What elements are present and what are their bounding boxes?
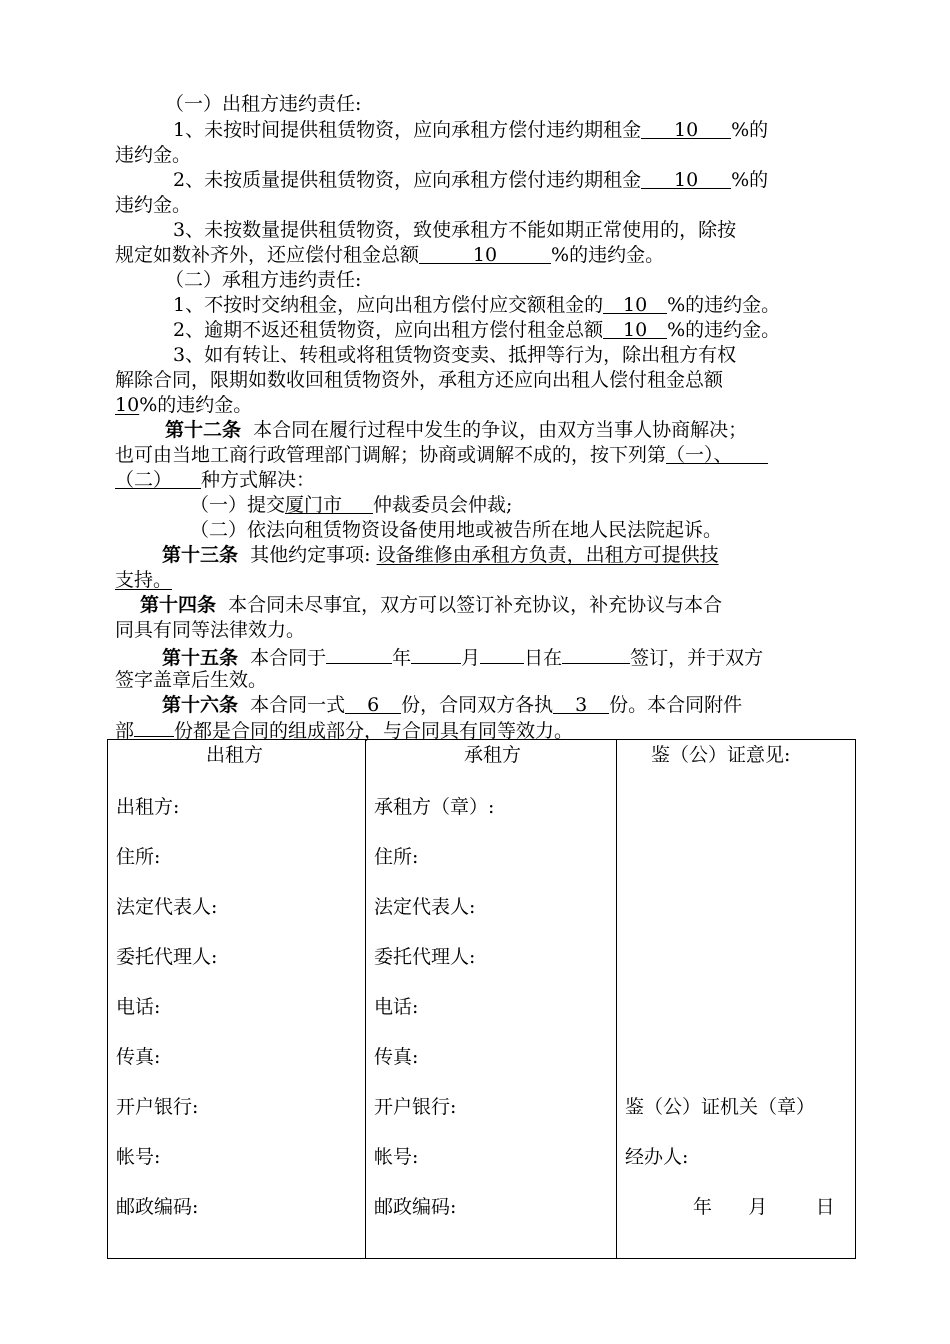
choice-blank: （一）、: [666, 443, 768, 464]
text: %的违约金。: [551, 244, 665, 266]
lessee-field: 传真:: [374, 1046, 419, 1068]
lessor-field: 委托代理人:: [116, 946, 218, 968]
text: 2、未按质量提供租赁物资，应向承租方偿付违约期租金: [173, 169, 642, 191]
place-blank: [562, 643, 630, 664]
text: 1、不按时交纳租金，应向出租方偿付应交额租金的: [173, 294, 604, 316]
lessor-field: 住所:: [116, 846, 161, 868]
article-15: [162, 643, 763, 671]
percent-blank: 10: [641, 118, 731, 139]
article-16: [162, 693, 742, 718]
article-12: [165, 418, 747, 443]
lessor-field: 电话:: [116, 996, 161, 1018]
article-title: 第十四条: [140, 594, 217, 616]
lessee-header: 承租方: [464, 744, 522, 766]
day-label: 日: [815, 1196, 835, 1218]
lessor-field: 传真:: [116, 1046, 161, 1068]
text: 违约金。: [115, 194, 192, 216]
lessor-breach-item-2: [173, 168, 768, 193]
text: 本合同一式: [250, 694, 346, 716]
lessee-breach-item-2: [173, 318, 780, 343]
lessor-breach-item-1: [173, 118, 768, 143]
text: 同具有同等法律效力。: [115, 619, 306, 641]
lessee-field: 法定代表人:: [374, 896, 476, 918]
agreed-matters-cont: 支持。: [115, 569, 173, 591]
lessor-breach-item-3: 3、未按数量提供租赁物资，致使承租方不能如期正常使用的，除按: [173, 219, 737, 241]
lessor-header: 出租方: [206, 744, 264, 766]
text: 日在: [524, 647, 563, 669]
text: 其他约定事项:: [250, 544, 371, 566]
text: 本合同于: [250, 647, 327, 669]
city-blank: 厦门市: [285, 493, 373, 514]
text: 种方式解决：: [201, 469, 316, 491]
text: 仲裁委员会仲裁;: [373, 494, 513, 516]
text: 月: [461, 647, 481, 669]
article-12-option-2: （二）依法向租赁物资设备使用地或被告所在地人民法院起诉。: [190, 519, 723, 541]
article-14: [140, 593, 722, 618]
article-title: 第十二条: [165, 419, 242, 441]
percent-blank: 10: [419, 243, 551, 264]
text: 本合同在履行过程中发生的争议，由双方当事人协商解决；: [253, 419, 748, 441]
lessee-field: 开户银行:: [374, 1096, 457, 1118]
text: 解除合同，限期如数收回租赁物资外，承租方还应向出租人偿付租金总额: [115, 369, 724, 391]
notary-column: [617, 740, 856, 1259]
lessee-field: 电话:: [374, 996, 419, 1018]
text: 份。本合同附件: [609, 694, 743, 716]
signature-table: [107, 739, 856, 1259]
lessor-breach-item-3-cont: [115, 243, 664, 268]
year-blank: [326, 643, 392, 664]
text: %的违约金。: [667, 294, 781, 316]
text: %的: [731, 119, 769, 141]
text: （一）提交: [190, 494, 286, 516]
month-label: 月: [748, 1196, 768, 1218]
article-12-line-2: [115, 443, 768, 468]
text: %的违约金。: [139, 394, 253, 416]
lessee-field: 邮政编码:: [374, 1196, 457, 1218]
lessee-breach-item-3-cont: [115, 393, 252, 418]
text: 签订，并于双方: [630, 647, 764, 669]
notary-seal-label: 鉴（公）证机关（章）: [625, 1096, 816, 1118]
annex-blank: [134, 716, 174, 737]
lessee-field: 住所:: [374, 846, 419, 868]
lessor-field: 出租方:: [116, 796, 180, 818]
percent-blank: 10: [603, 293, 667, 314]
lessor-field: 法定代表人:: [116, 896, 218, 918]
month-blank: [411, 643, 461, 664]
text: 2、逾期不返还租赁物资，应向出租方偿付租金总额: [173, 319, 604, 341]
lessee-column: [366, 740, 617, 1259]
copies-each-blank: 3: [553, 693, 609, 714]
copies-blank: 6: [345, 693, 401, 714]
lessee-breach-title: （二）承租方违约责任:: [165, 269, 362, 291]
text: 份都是合同的组成部分，与合同具有同等效力。: [174, 720, 574, 742]
text: 也可由当地工商行政管理部门调解；协商或调解不成的，按下列第: [115, 444, 667, 466]
article-13: [162, 543, 719, 568]
text: 份，合同双方各执: [401, 694, 554, 716]
lessor-field: 开户银行:: [116, 1096, 199, 1118]
text: 1、未按时间提供租赁物资，应向承租方偿付违约期租金: [173, 119, 642, 141]
day-blank: [480, 643, 524, 664]
text: %的: [731, 169, 769, 191]
article-13-cont: [115, 568, 172, 593]
lessee-field: 承租方（章）:: [374, 796, 495, 818]
lessor-field: 帐号:: [116, 1146, 161, 1168]
notary-header: 鉴（公）证意见:: [651, 744, 791, 766]
lessee-field: 帐号:: [374, 1146, 419, 1168]
lessee-field: 委托代理人:: [374, 946, 476, 968]
lessee-breach-item-1: [173, 293, 780, 318]
agreed-matters: 设备维修由承租方负责，出租方可提供技: [376, 544, 719, 566]
percent-value: 10: [115, 394, 140, 416]
lessee-breach-item-3: 3、如有转让、转租或将租赁物资变卖、抵押等行为，除出租方有权: [173, 344, 737, 366]
article-12-option-1: [190, 493, 512, 518]
article-title: 第十五条: [162, 647, 239, 669]
notary-handler-label: 经办人:: [625, 1146, 689, 1168]
percent-blank: 10: [603, 318, 667, 339]
text: 部: [115, 720, 135, 742]
text: 签字盖章后生效。: [115, 669, 268, 691]
lessor-breach-title: （一）出租方违约责任:: [165, 93, 362, 115]
text: 本合同未尽事宜，双方可以签订补充协议，补充协议与本合: [228, 594, 723, 616]
lessor-column: [108, 740, 366, 1259]
choice-blank: （二）: [115, 468, 201, 489]
article-12-line-3: [115, 468, 315, 493]
article-title: 第十三条: [162, 544, 239, 566]
percent-blank: 10: [641, 168, 731, 189]
lessor-field: 邮政编码:: [116, 1196, 199, 1218]
text: 规定如数补齐外，还应偿付租金总额: [115, 244, 420, 266]
year-label: 年: [693, 1196, 713, 1218]
text: 违约金。: [115, 144, 192, 166]
notary-date: [693, 1192, 835, 1219]
article-title: 第十六条: [162, 694, 239, 716]
text: 年: [392, 647, 412, 669]
text: %的违约金。: [667, 319, 781, 341]
